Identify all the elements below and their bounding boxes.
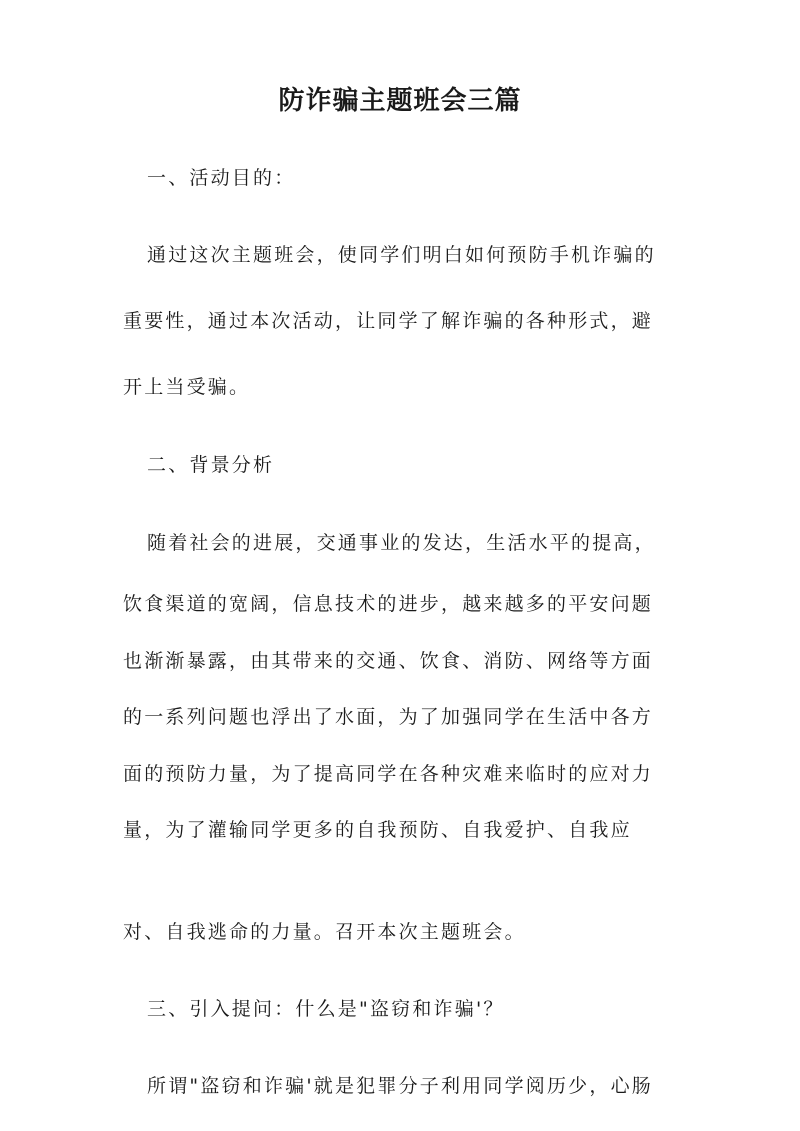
paragraph-line: 通过这次主题班会，使同学们明白如何预防手机诈骗的 [147,244,656,266]
paragraph-line: 也渐渐暴露，由其带来的交通、饮食、消防、网络等方面 [123,650,654,672]
document-title: 防诈骗主题班会三篇 [278,86,522,116]
paragraph-line: 面的预防力量，为了提高同学在各种灾难来临时的应对力 [123,763,654,785]
section-heading-3: 三、引入提问：什么是"盗窃和诈骗'？ [147,998,505,1020]
paragraph-line: 所谓"盗窃和诈骗'就是犯罪分子利用同学阅历少，心肠 [147,1075,653,1097]
paragraph-line: 开上当受骗。 [123,376,251,398]
paragraph-line: 随着社会的进展，交通事业的发达，生活水平的提高， [147,532,656,554]
paragraph-line: 量，为了灌输同学更多的自我预防、自我爱护、自我应 [123,819,632,841]
paragraph-line: 饮食渠道的宽阔，信息技术的进步，越来越多的平安问题 [123,593,654,615]
paragraph-line: 重要性，通过本次活动，让同学了解诈骗的各种形式，避 [123,310,654,332]
paragraph-line: 的一系列问题也浮出了水面，为了加强同学在生活中各方 [123,706,654,728]
section-heading-1: 一、活动目的： [147,167,296,189]
paragraph-line: 对、自我逃命的力量。召开本次主题班会。 [123,921,526,943]
section-heading-2: 二、背景分析 [147,454,275,476]
